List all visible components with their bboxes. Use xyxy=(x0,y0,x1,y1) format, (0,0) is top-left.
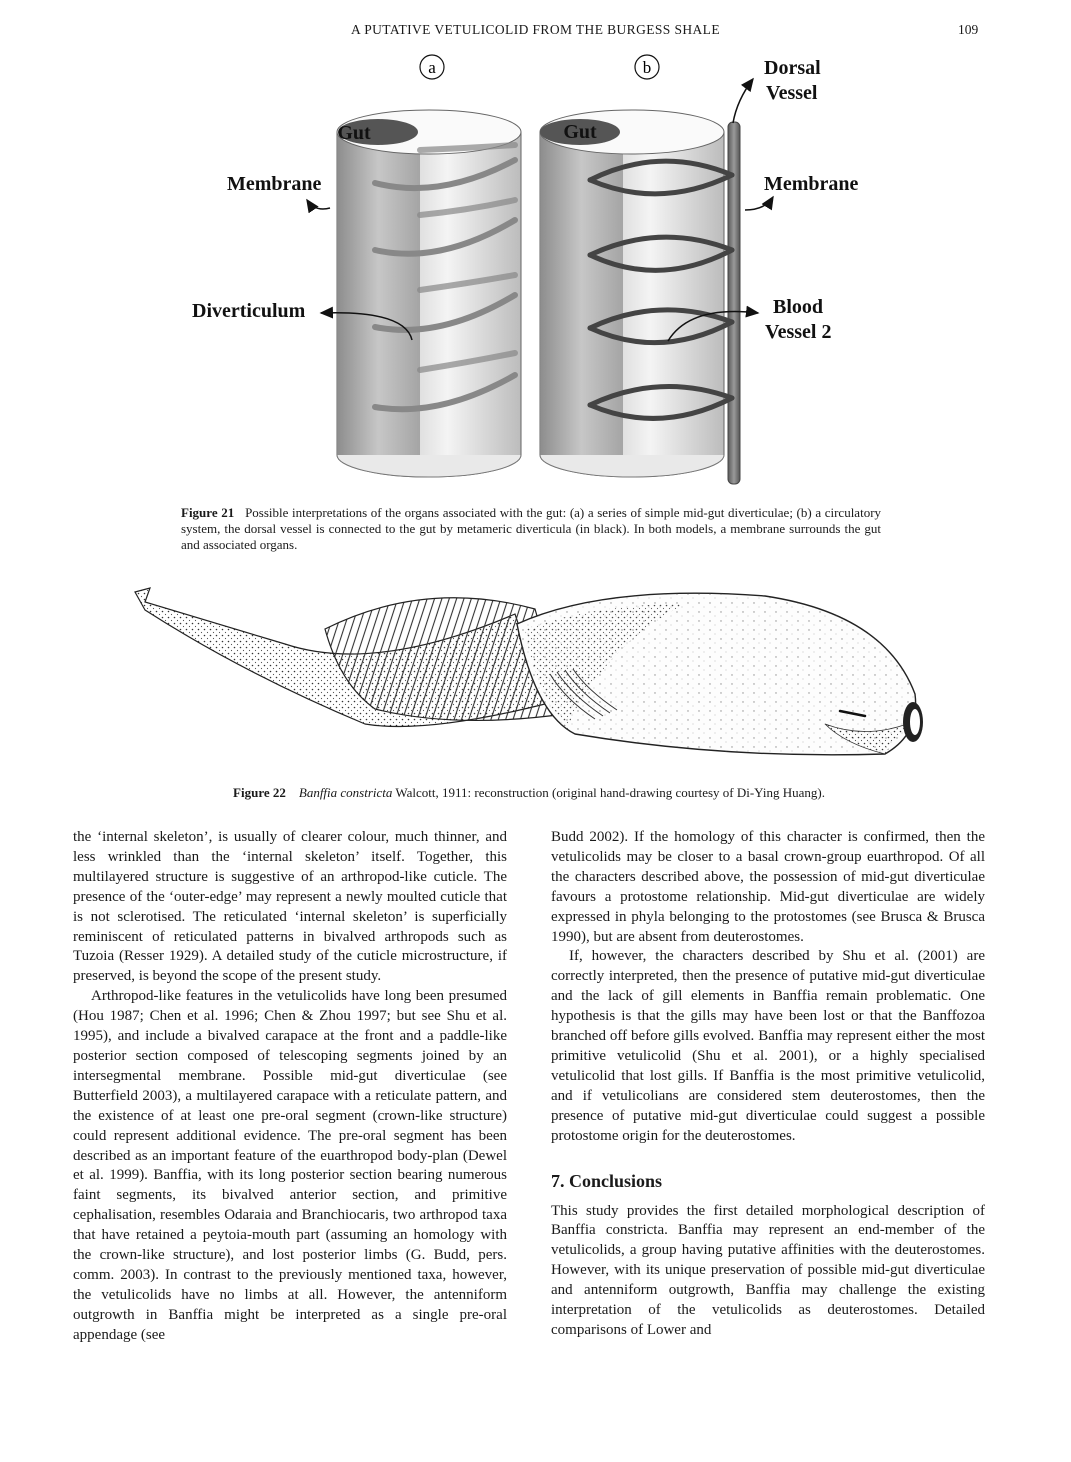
figure-21-caption-text: Possible interpretations of the organs associated with the gut: (a) a series of simple mid-gut diverticulae; (b) a circulatory system, the dorsal vessel is connected to the gut by metameric diverticula (in black). In both models, a membrane surrounds the gut and associated organs. xyxy=(181,505,882,552)
panel-a-marker xyxy=(420,55,444,79)
membrane-label-a: Membrane xyxy=(227,173,322,195)
body-left-paragraph-1: the ‘internal skeleton’, is usually of clearer colour, much thinner, and less wrinkled than the ‘internal skeleton’ itself. Together, this multilayered structure is suggestive of an arthropod-like cuticle. The presence of the ‘outer-edge’ may represent a newly moulted cuticle that is not sclerotised. The reticulated ‘internal skeleton’ is superficially reminiscent of reticulated patterns in bivalved arthropods such as Tuzoia (Resser 1929). A detailed study of the cuticle microstructure, if preserved, is beyond the scope of the present study. xyxy=(73,829,507,985)
figure-21-caption xyxy=(181,505,881,553)
figure-22-reconstruction-drawing xyxy=(125,574,945,774)
conclusions-paragraph: This study provides the first detailed morphological description of Banffia constricta. Banffia may represent an end-member of the vetulicolids, a group having putative affinities with the deuterostomes. However, with its unique preservation of possible mid-gut diverticulae and antenniform outgrowth, Banffia may challenge the existing interpretation of the vetulicolids as deuterostomes. Detailed comparisons of Lower and xyxy=(551,1202,985,1338)
diverticulum-label: Diverticulum xyxy=(192,300,306,322)
figure-21-caption-label: Figure 21 xyxy=(181,505,235,520)
body-right-paragraph-1: Budd 2002). If the homology of this character is confirmed, then the vetulicolids may be closer to a basal crown-group euarthropod. Of all the characters described above, the possession of mid-gut diverticulae favours a protostome relationship. Mid-gut diverticulae are widely expressed in phyla belonging to the protostomes (see Brusca & Brusca 1990), but are absent from deuterostomes. xyxy=(551,829,985,945)
cylinder-a xyxy=(337,110,521,477)
gut-label-b: Gut xyxy=(563,121,597,143)
section-heading-conclusions: 7. Conclusions xyxy=(551,1170,663,1191)
running-title: A PUTATIVE VETULICOLID FROM THE BURGESS SHALE xyxy=(351,22,720,37)
gut-label-a: Gut xyxy=(337,122,371,144)
figure-22-caption-text: Walcott, 1911: reconstruction (original hand-drawing courtesy of Di-Ying Huang). xyxy=(395,785,825,800)
figure-21-diagram xyxy=(180,50,900,498)
body-column-right xyxy=(551,828,985,1341)
cylinder-b xyxy=(540,110,740,484)
membrane-label-b: Membrane xyxy=(764,173,859,195)
panel-b-marker xyxy=(635,55,659,79)
body-left-paragraph-2: Arthropod-like features in the vetulicolids have long been presumed (Hou 1987; Chen et al. 1996; Chen & Zhou 1997; but see Shu et al. 1995), and include a bivalved carapace at the front and a paddle-like posterior section composed of telescoping segments joined by an intersegmental membrane. Possible mid-gut diverticulae (see Butterfield 2003), a multilayered carapace with a reticulate pattern, and the existence of at least one pre-oral segment (crown-like structure) could represent additional evidence. The pre-oral segment has been described as an important feature of the euarthropod body-plan (Dewel et al. 1999). Banffia, with its long posterior section bearing numerous faint segments, its bivalved anterior section, and primitive cephalisation, resembles Odaraia and Branchiocaris, two arthropod taxa that have retained a peytoia-mouth part (assuming an homology with the crown-like structure), and lost posterior limbs (G. Budd, pers. comm. 2003). In contrast to the previously mentioned taxa, however, the vetulicolids have no limbs at all. However, the antenniform outgrowth in Banffia might be interpreted as a single pre-oral appendage (see xyxy=(73,988,507,1343)
dorsal-vessel-label-line2: Vessel xyxy=(766,82,818,104)
body-right-paragraph-2: If, however, the characters described by Shu et al. (2001) are correctly interpreted, then the presence of putative mid-gut diverticulae and the lack of gill elements in Banffia remain problematic. One hypothesis is that the gills may have been lost or that the Banffozoa branched off before gills evolved. Banffia may represent either the most primitive vetulicolid (Shu et al. 2001), or a highly specialised vetulicolid that lost gills. If Banffia is the most primitive vetulicolid, and if vetulicolians are considered stem deuterostomes, then the presence of putative mid-gut diverticulae could suggest a possible protostome origin for the deuterostomes. xyxy=(551,948,985,1144)
svg-text:b: b xyxy=(642,58,652,77)
blood-vessel-label-line2: Vessel 2 xyxy=(765,321,832,343)
blood-vessel-label-line1: Blood xyxy=(773,296,824,318)
body-column-left xyxy=(73,828,507,1346)
figure-22-caption-species: Banffia constricta xyxy=(298,785,393,800)
figure-22-caption xyxy=(0,785,1058,801)
svg-text:a: a xyxy=(428,58,436,77)
dorsal-vessel-label-line1: Dorsal xyxy=(764,57,821,79)
figure-22-caption-label: Figure 22 xyxy=(233,785,286,800)
page-number: 109 xyxy=(958,22,979,37)
